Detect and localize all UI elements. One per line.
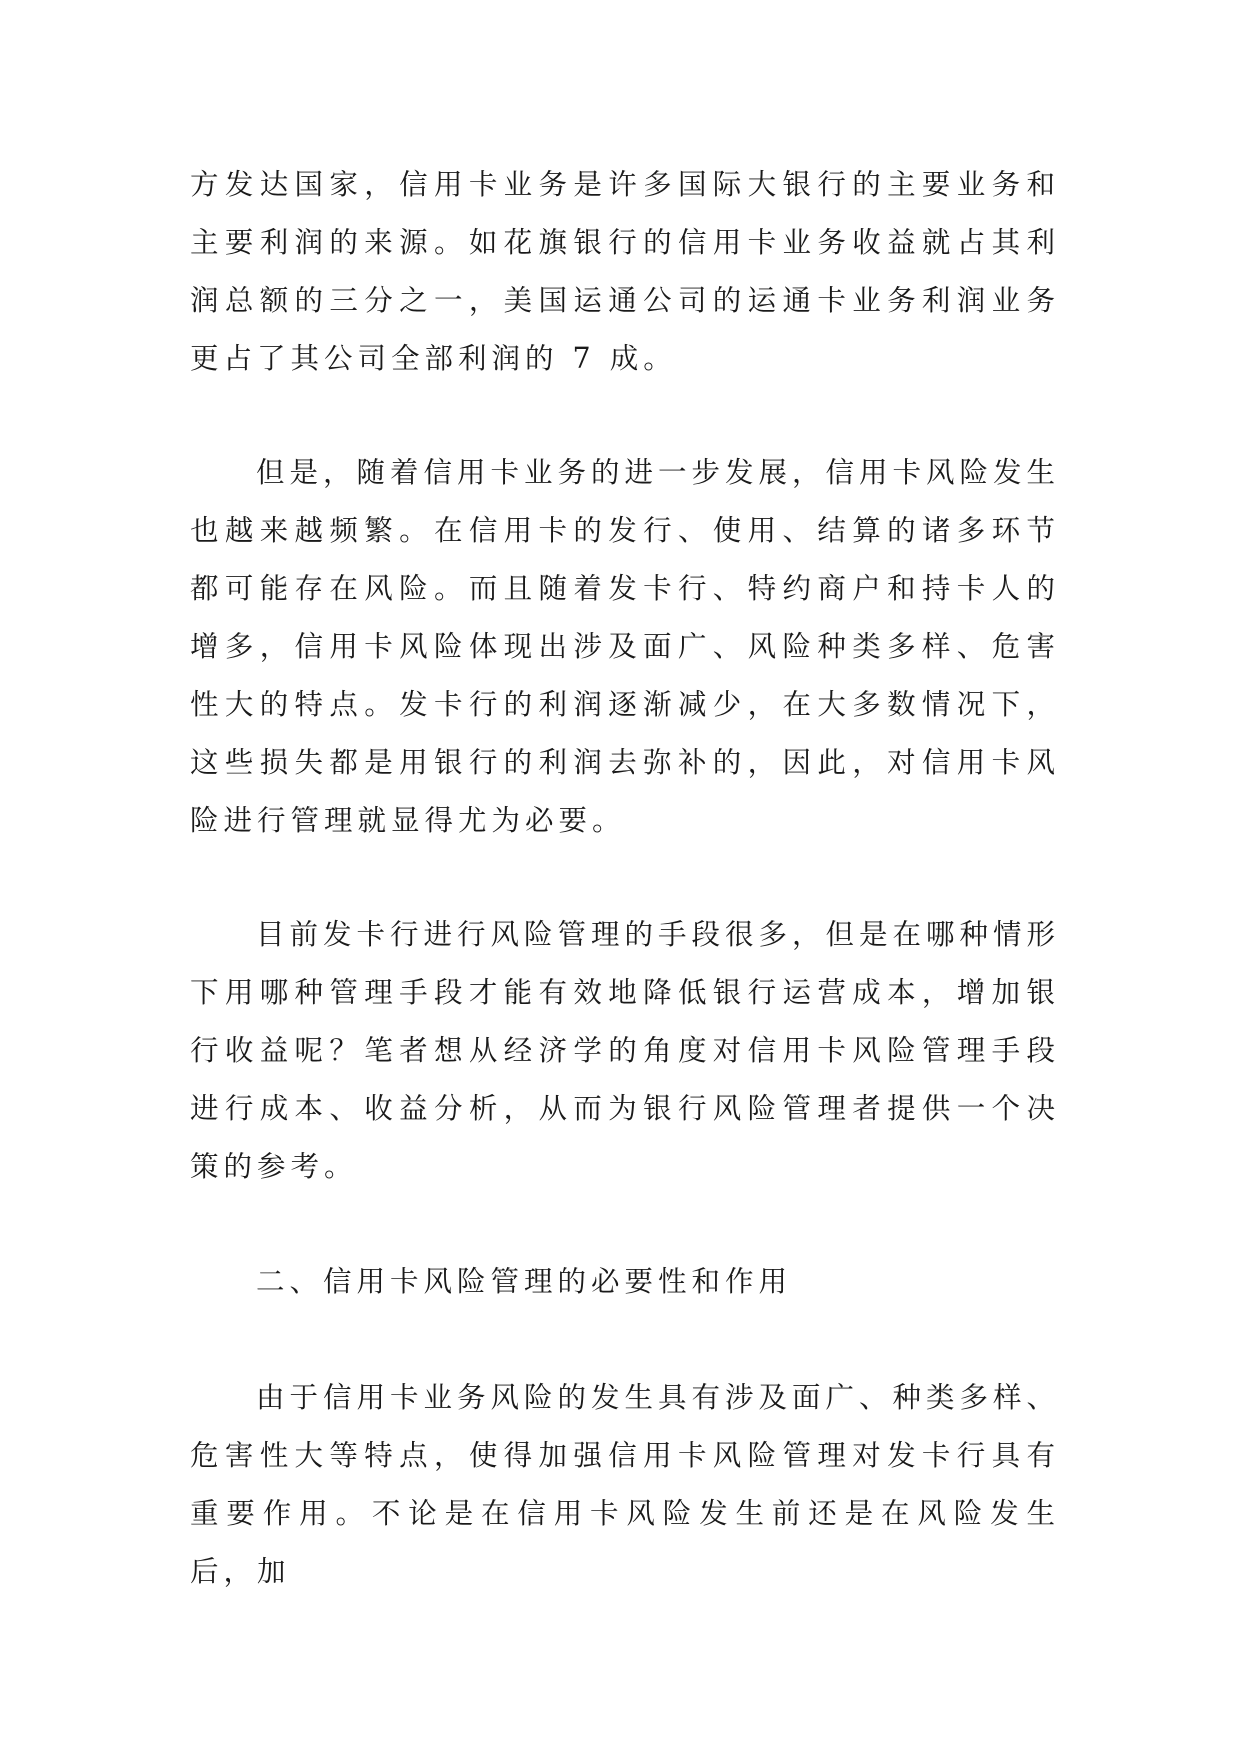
paragraph-risk-growth: 但是，随着信用卡业务的进一步发展，信用卡风险发生也越来越频繁。在信用卡的发行、使用、结算的诸多环节都可能存在风险。而且随着发卡行、特约商户和持卡人的增多，信用卡风险体现出涉及面广、风险种类多样、危害性大的特点。发卡行的利润逐渐减少，在大多数情况下，这些损失都是用银行的利润去弥补的，因此，对信用卡风险进行管理就显得尤为必要。 bbox=[190, 456, 1061, 837]
section-heading: 二、信用卡风险管理的必要性和作用 bbox=[256, 1265, 793, 1298]
paragraph-research-purpose: 目前发卡行进行风险管理的手段很多，但是在哪种情形下用哪种管理手段才能有效地降低银行运营成本，增加银行收益呢？笔者想从经济学的角度对信用卡风险管理手段进行成本、收益分析，从而为银行风险管理者提供一个决策的参考。 bbox=[190, 918, 1061, 1183]
paragraph-intro-continued: 方发达国家，信用卡业务是许多国际大银行的主要业务和主要利润的来源。如花旗银行的信用卡业务收益就占其利润总额的三分之一，美国运通公司的运通卡业务利润业务更占了其公司全部利润的 7 成。 bbox=[190, 168, 1060, 375]
paragraph-section-body: 由于信用卡业务风险的发生具有涉及面广、种类多样、危害性大等特点，使得加强信用卡风险管理对发卡行具有重要作用。不论是在信用卡风险发生前还是在风险发生后，加 bbox=[190, 1381, 1061, 1588]
